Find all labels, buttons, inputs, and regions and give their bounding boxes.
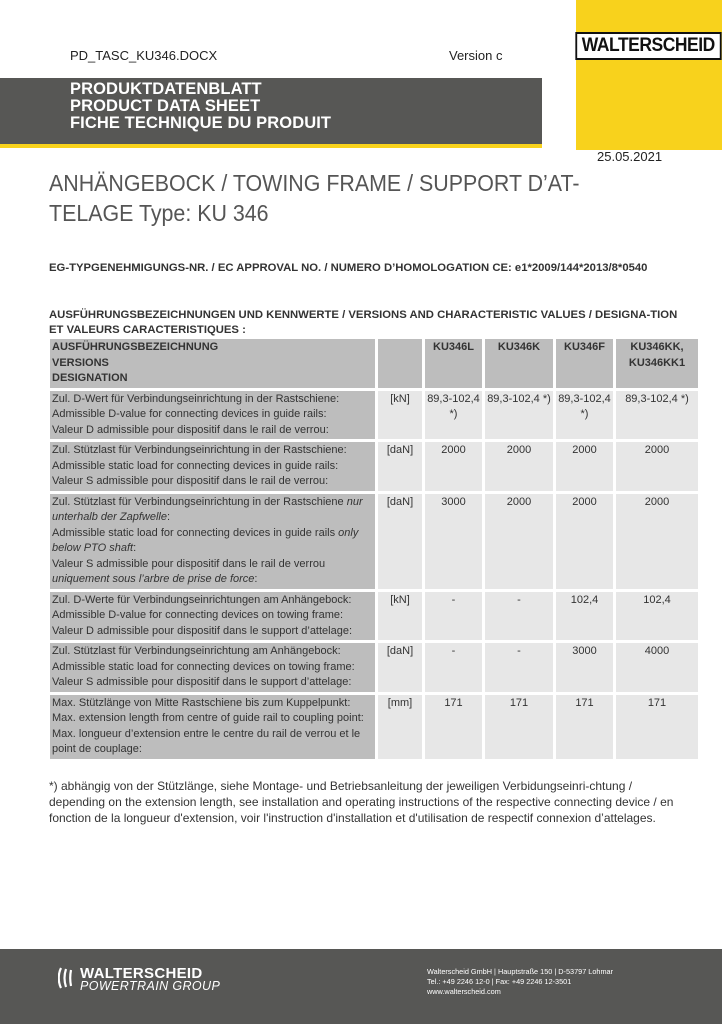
header-ku346f: KU346F	[556, 339, 613, 388]
versions-heading: AUSFÜHRUNGSBEZEICHNUNGEN UND KENNWERTE / VERSIONS AND CHARACTERISTIC VALUES / DESIGNA-TION ET VALEURS CARACTERISTIQUES :	[49, 309, 678, 336]
walterscheid-mark-icon	[58, 966, 76, 990]
title-line-fr: FICHE TECHNIQUE DU PRODUIT	[70, 114, 332, 132]
row-description	[50, 442, 375, 491]
row-value: 2000	[485, 494, 553, 589]
table-row	[50, 643, 698, 692]
row-value: 171	[556, 695, 613, 759]
document-date: 25.05.2021	[597, 149, 663, 164]
row-description-line: Valeur S admissible pour dispositif dans le rail de verrou:	[52, 475, 329, 487]
row-value: 2000	[556, 442, 613, 491]
footer-address: Walterscheid GmbH | Hauptstraße 150 | D-53797 Lohmar	[427, 967, 614, 976]
row-description-line: Zul. Stützlast für Verbindungseinrichtung in der Rastschiene:	[52, 444, 347, 456]
row-description	[50, 592, 375, 641]
footer-logo-group: POWERTRAIN GROUP	[80, 979, 221, 993]
row-value: -	[425, 592, 482, 641]
row-unit: [kN]	[378, 592, 422, 641]
row-value: 4000	[616, 643, 698, 692]
header-ku346k: KU346K	[485, 339, 553, 388]
title-line-en: PRODUCT DATA SHEET	[70, 97, 261, 115]
row-description-line: Admissible D-value for connecting devices on towing frame:	[52, 609, 344, 621]
row-value: 89,3-102,4 *)	[556, 391, 613, 440]
row-description-line: Admissible static load for connecting devices in guide rails:	[52, 459, 339, 472]
row-description-line: Admissible static load for connecting devices on towing frame:	[52, 660, 355, 673]
title-band-underline	[0, 144, 542, 148]
row-value: 171	[485, 695, 553, 759]
row-unit: [daN]	[378, 494, 422, 589]
characteristics-table	[47, 336, 701, 762]
row-description	[50, 494, 375, 589]
row-value: 171	[616, 695, 698, 759]
row-value: 2000	[616, 494, 698, 589]
row-description-line: Valeur D admissible pour dispositif dans le support d’attelage:	[52, 624, 353, 637]
row-description-line: Max. extension length from centre of guide rail to coupling point:	[52, 712, 364, 724]
row-description	[50, 695, 375, 759]
row-description-part: :	[166, 511, 171, 523]
header-ku346kk	[616, 339, 698, 388]
row-value: 89,3-102,4 *)	[616, 391, 698, 440]
walterscheid-logo	[577, 30, 719, 62]
row-description-line: Max. Stützlänge von Mitte Rastschiene bis zum Kuppelpunkt:	[52, 696, 351, 709]
header-ku346kk-line1: KU346KK,	[630, 341, 684, 353]
row-description-part: only below PTO shaft	[52, 526, 359, 554]
row-unit: [daN]	[378, 442, 422, 491]
header-desc-de: AUSFÜHRUNGSBEZEICHNUNG	[52, 341, 219, 353]
document-version: Version c	[449, 48, 503, 63]
table-row	[50, 391, 698, 440]
logo-wordmark: WALTERSCHEID	[575, 32, 721, 60]
footer-logo-name: WALTERSCHEID	[80, 965, 203, 982]
row-value: 3000	[556, 643, 613, 692]
header-unit	[378, 339, 422, 388]
ec-approval-number: EG-TYPGENEHMIGUNGS-NR. / EC APPROVAL NO. / NUMERO D’HOMOLOGATION CE: e1*2009/144*2013/8*0540	[49, 262, 648, 274]
row-description-line: Valeur D admissible pour dispositif dans le rail de verrou:	[52, 423, 329, 436]
row-description-line: Max. longueur d’extension entre le centre du rail de verrou et le point de couplage:	[52, 727, 361, 755]
table-row	[50, 442, 698, 491]
row-description-part: Zul. Stützlast für Verbindungseinrichtung in der Rastschiene	[52, 495, 347, 508]
row-description-line: Zul. Stützlast für Verbindungseinrichtung am Anhängebock:	[52, 645, 341, 657]
title-line-de: PRODUKTDATENBLATT	[70, 80, 262, 98]
row-description-line: Valeur S admissible pour dispositif dans le support d’attelage:	[52, 676, 352, 688]
footnote: *) abhängig von der Stützlänge, siehe Montage- und Betriebsanleitung der jeweiligen Verbidungseinri-chtung / depending on the extension length, see installation and operating instructions of the respective connecting device / en fonction de la longueur d'extension, voir l'instruction d'installation et d'utilisation de respectif connexion d’attelages.	[49, 779, 674, 825]
header-desc-en: VERSIONS	[52, 356, 109, 369]
row-value: 89,3-102,4 *)	[485, 391, 553, 440]
row-value: 3000	[425, 494, 482, 589]
row-description	[50, 643, 375, 692]
row-description-part: Valeur S admissible pour dispositif dans le rail de verrou	[52, 557, 326, 570]
table-row	[50, 494, 698, 589]
document-code: PD_TASC_KU346.DOCX	[70, 48, 218, 63]
row-value: 89,3-102,4 *)	[425, 391, 482, 440]
table-row	[50, 592, 698, 641]
row-description-part: :	[133, 542, 137, 554]
title-band	[0, 78, 542, 144]
row-value: 2000	[425, 442, 482, 491]
row-value: 2000	[485, 442, 553, 491]
table-header-row	[50, 339, 698, 388]
header-desc-fr: DESIGNATION	[52, 372, 128, 384]
row-unit: [daN]	[378, 643, 422, 692]
row-value: 2000	[556, 494, 613, 589]
row-value: -	[425, 643, 482, 692]
row-description-part: nur unterhalb der Zapfwelle	[52, 495, 363, 523]
row-value: -	[485, 592, 553, 641]
row-description-part: Admissible static load for connecting devices in guide rails	[52, 526, 339, 539]
header-ku346kk-line2: KU346KK1	[628, 356, 686, 369]
footer-contact	[427, 967, 613, 997]
row-value: 171	[425, 695, 482, 759]
product-title: ANHÄNGEBOCK / TOWING FRAME / SUPPORT D’AT-TELAGE Type: KU 346	[49, 170, 580, 226]
row-description-line: Admissible D-value for connecting devices in guide rails:	[52, 408, 327, 420]
header-designation	[50, 339, 375, 388]
row-value: 2000	[616, 442, 698, 491]
row-description-part: uniquement sous l’arbre de prise de force	[52, 573, 255, 585]
row-description-line: Zul. D-Wert für Verbindungseinrichtung in der Rastschiene:	[52, 392, 340, 405]
footer-phone: Tel.: +49 2246 12-0 | Fax: +49 2246 12-3501	[427, 977, 572, 986]
row-description-part: :	[254, 573, 258, 585]
row-description	[50, 391, 375, 440]
header-ku346l: KU346L	[425, 339, 482, 388]
row-unit: [kN]	[378, 391, 422, 440]
row-value: -	[485, 643, 553, 692]
row-value: 102,4	[616, 592, 698, 641]
brand-yellow-block	[576, 0, 722, 150]
table-row	[50, 695, 698, 759]
row-description-line: Zul. D-Werte für Verbindungseinrichtungen am Anhängebock:	[52, 593, 352, 606]
row-value: 102,4	[556, 592, 613, 641]
footer-website[interactable]: www.walterscheid.com	[427, 987, 501, 996]
row-unit: [mm]	[378, 695, 422, 759]
